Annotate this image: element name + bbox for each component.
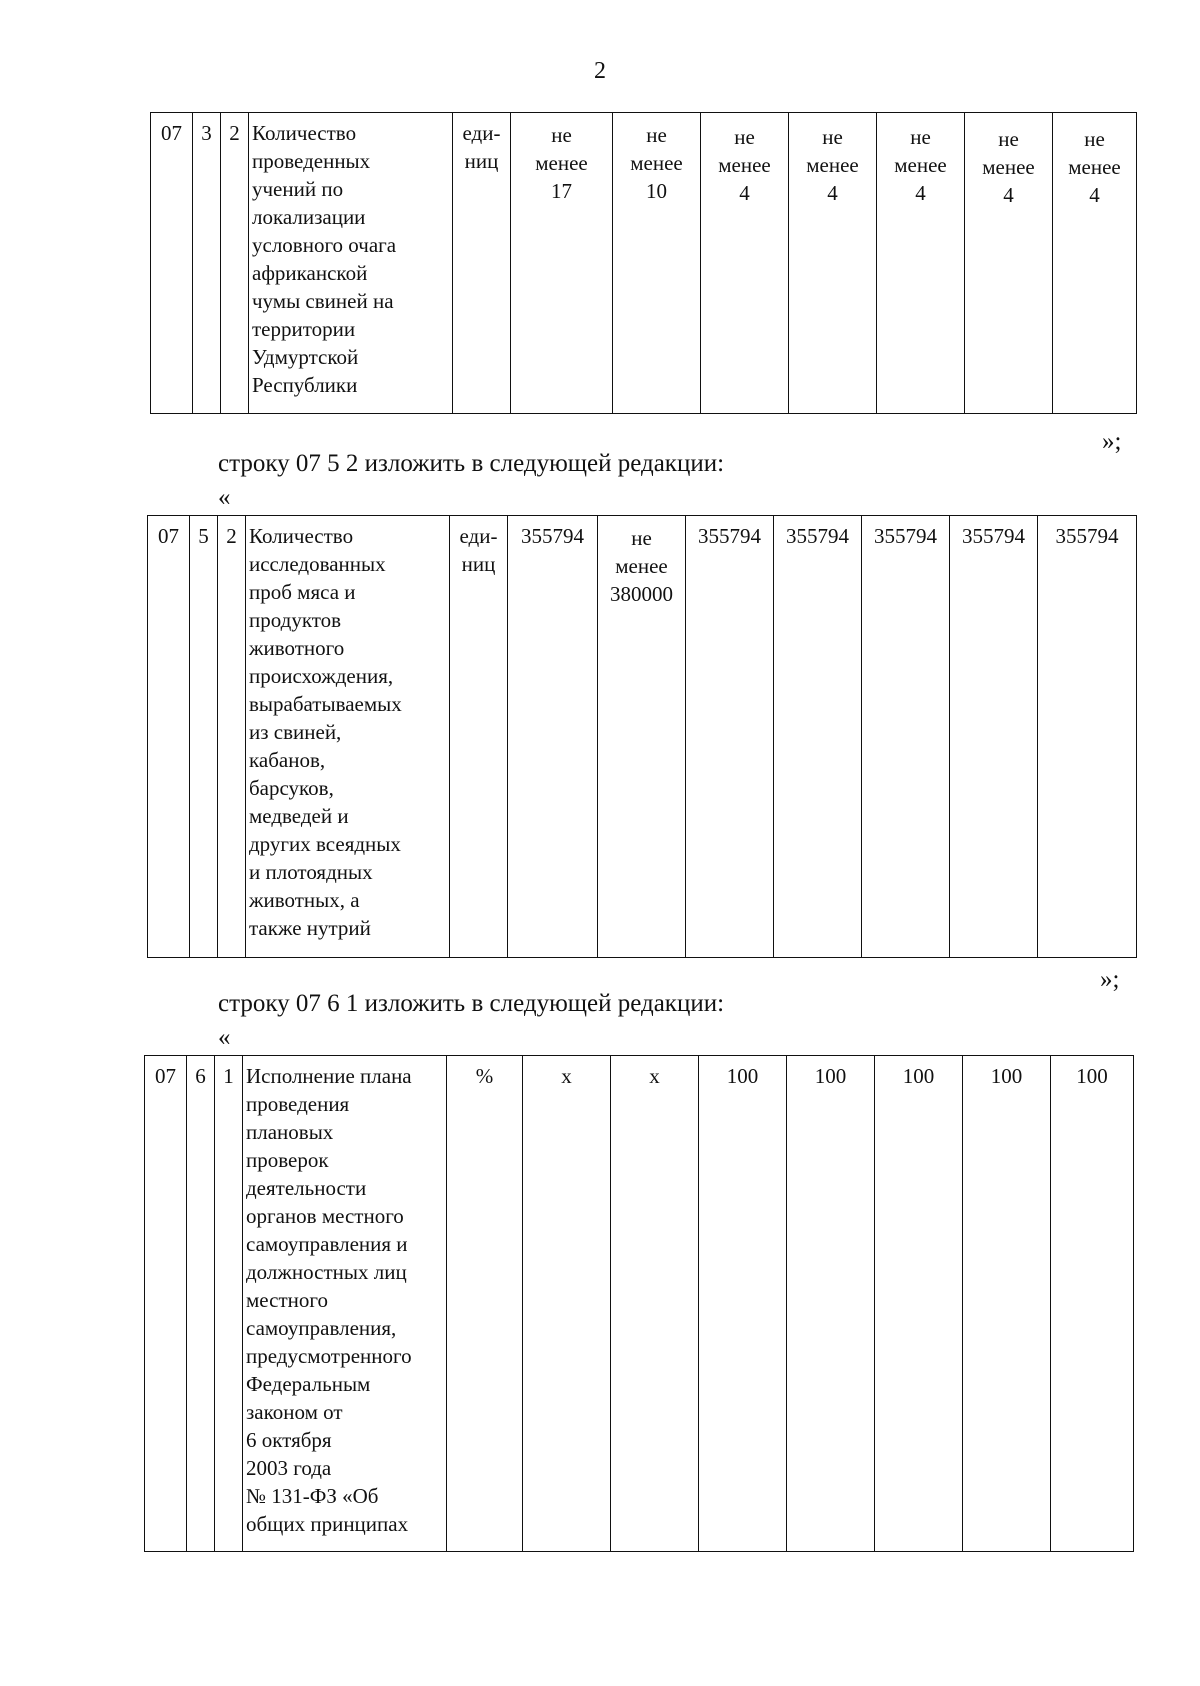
indicator-table-07-6-1 <box>144 1055 1134 1552</box>
cell-text-line: еди- <box>459 524 498 548</box>
value-cell <box>875 1056 963 1552</box>
cell-text-line: не <box>910 125 931 149</box>
cell-text-line: животного <box>249 636 345 660</box>
amendment-instruction: строку 07 5 2 изложить в следующей редакции: <box>218 450 725 477</box>
cell-text-line: 100 <box>1076 1064 1108 1088</box>
cell-text-line: Республики <box>252 373 358 397</box>
cell-text-line: 355794 <box>874 524 937 548</box>
cell-text-line: из свиней, <box>249 720 342 744</box>
cell-text-line: менее <box>535 151 588 175</box>
cell-text-line: 100 <box>902 1064 935 1088</box>
cell-text-line: 10 <box>646 179 667 203</box>
cell-text-line: также нутрий <box>249 916 371 940</box>
value-cell <box>699 1056 787 1552</box>
cell-text-line: не <box>646 123 667 147</box>
cell-text-line: вырабатываемых <box>249 692 402 716</box>
cell-text-line: ниц <box>461 552 496 576</box>
cell-text-line: % <box>475 1064 494 1088</box>
unit-cell <box>447 1056 523 1552</box>
code-item-cell: 1 <box>215 1056 243 1552</box>
value-cell <box>508 516 598 958</box>
value-cell <box>963 1056 1051 1552</box>
table-row <box>148 516 1137 958</box>
opening-quote: « <box>218 484 231 511</box>
cell-text-line: продуктов <box>249 608 342 632</box>
code-subsection-cell: 6 <box>187 1056 215 1552</box>
cell-text-line: общих принципах <box>246 1512 409 1536</box>
value-cell <box>598 516 686 958</box>
cell-text-line: условного очага <box>252 233 397 257</box>
cell-text-line: африканской <box>252 261 368 285</box>
cell-text-line: Удмуртской <box>252 345 359 369</box>
cell-text-line: х <box>649 1064 660 1088</box>
code-section-cell: 07 <box>151 113 193 414</box>
cell-text-line: и плотоядных <box>249 860 373 884</box>
code-section-cell: 07 <box>148 516 190 958</box>
indicator-name-cell <box>243 1056 447 1552</box>
cell-text-line: 100 <box>814 1064 847 1088</box>
value-cell <box>611 1056 699 1552</box>
cell-text-line: менее <box>718 153 771 177</box>
cell-text-line: еди- <box>462 121 501 145</box>
value-cell <box>787 1056 875 1552</box>
cell-text-line: локализации <box>252 205 366 229</box>
cell-text-line: менее <box>806 153 859 177</box>
cell-text-line: 355794 <box>962 524 1025 548</box>
cell-text-line: 100 <box>726 1064 759 1088</box>
code-section-cell: 07 <box>145 1056 187 1552</box>
value-cell <box>965 113 1053 414</box>
cell-text-line: не <box>1084 127 1105 151</box>
cell-text-line: животных, а <box>249 888 360 912</box>
cell-text-line: 4 <box>1089 183 1100 207</box>
value-cell <box>877 113 965 414</box>
cell-text-line: медведей и <box>249 804 349 828</box>
value-cell <box>862 516 950 958</box>
cell-text-line: не <box>551 123 572 147</box>
amendment-instruction: строку 07 6 1 изложить в следующей редакции: <box>218 990 725 1017</box>
cell-text-line: самоуправления и <box>246 1232 408 1256</box>
cell-text-line: 4 <box>739 181 750 205</box>
cell-text-line: законом от <box>246 1400 343 1424</box>
cell-text-line: 100 <box>990 1064 1023 1088</box>
cell-text-line: менее <box>615 554 668 578</box>
cell-text-line: 355794 <box>698 524 761 548</box>
cell-text-line: других всеядных <box>249 832 401 856</box>
cell-text-line: проб мяса и <box>249 580 356 604</box>
value-cell <box>789 113 877 414</box>
code-item-cell: 2 <box>218 516 246 958</box>
value-cell <box>1053 113 1137 414</box>
opening-quote: « <box>218 1024 231 1051</box>
cell-text-line: барсуков, <box>249 776 334 800</box>
value-cell <box>511 113 613 414</box>
cell-text-line: менее <box>894 153 947 177</box>
cell-text-line: кабанов, <box>249 748 326 772</box>
indicator-table-07-3-2 <box>150 112 1137 414</box>
indicator-table-07-5-2 <box>147 515 1137 958</box>
value-cell <box>523 1056 611 1552</box>
cell-text-line: не <box>734 125 755 149</box>
value-cell <box>686 516 774 958</box>
cell-text-line: территории <box>252 317 356 341</box>
cell-text-line: 4 <box>1003 183 1014 207</box>
code-subsection-cell: 3 <box>193 113 221 414</box>
cell-text-line: 380000 <box>610 582 673 606</box>
cell-text-line: 2003 года <box>246 1456 332 1480</box>
cell-text-line: чумы свиней на <box>252 289 394 313</box>
unit-cell <box>450 516 508 958</box>
cell-text-line: местного <box>246 1288 328 1312</box>
cell-text-line: № 131-ФЗ «Об <box>246 1484 379 1508</box>
cell-text-line: проведенных <box>252 149 371 173</box>
cell-text-line: должностных лиц <box>246 1260 407 1284</box>
code-item-cell: 2 <box>221 113 249 414</box>
cell-text-line: самоуправления, <box>246 1316 397 1340</box>
cell-text-line: не <box>631 526 652 550</box>
cell-text-line: ниц <box>464 149 499 173</box>
value-cell <box>1038 516 1137 958</box>
cell-text-line: 6 октября <box>246 1428 332 1452</box>
cell-text-line: 4 <box>915 181 926 205</box>
cell-text-line: учений по <box>252 177 344 201</box>
value-cell <box>950 516 1038 958</box>
indicator-name-cell <box>246 516 450 958</box>
page-number: 2 <box>594 58 606 84</box>
closing-quote: »; <box>1100 966 1120 993</box>
cell-text-line: не <box>998 127 1019 151</box>
value-cell <box>701 113 789 414</box>
cell-text-line: 17 <box>551 179 572 203</box>
cell-text-line: менее <box>982 155 1035 179</box>
cell-text-line: происхождения, <box>249 664 394 688</box>
cell-text-line: плановых <box>246 1120 334 1144</box>
unit-cell <box>453 113 511 414</box>
cell-text-line: проверок <box>246 1148 329 1172</box>
cell-text-line: предусмотренного <box>246 1344 412 1368</box>
cell-text-line: Федеральным <box>246 1372 371 1396</box>
closing-quote: »; <box>1102 428 1122 455</box>
cell-text-line: исследованных <box>249 552 386 576</box>
cell-text-line: 355794 <box>786 524 849 548</box>
cell-text-line: 355794 <box>521 524 584 548</box>
cell-text-line: деятельности <box>246 1176 367 1200</box>
table-row <box>151 113 1137 414</box>
cell-text-line: органов местного <box>246 1204 404 1228</box>
cell-text-line: проведения <box>246 1092 350 1116</box>
cell-text-line: Количество <box>252 121 357 145</box>
cell-text-line: Исполнение плана <box>246 1064 412 1088</box>
cell-text-line: х <box>561 1064 572 1088</box>
cell-text-line: 4 <box>827 181 838 205</box>
cell-text-line: менее <box>630 151 683 175</box>
cell-text-line: не <box>822 125 843 149</box>
value-cell <box>774 516 862 958</box>
table-row <box>145 1056 1134 1552</box>
code-subsection-cell: 5 <box>190 516 218 958</box>
cell-text-line: 355794 <box>1055 524 1119 548</box>
cell-text-line: Количество <box>249 524 354 548</box>
cell-text-line: менее <box>1068 155 1121 179</box>
value-cell <box>1051 1056 1134 1552</box>
indicator-name-cell <box>249 113 453 414</box>
value-cell <box>613 113 701 414</box>
